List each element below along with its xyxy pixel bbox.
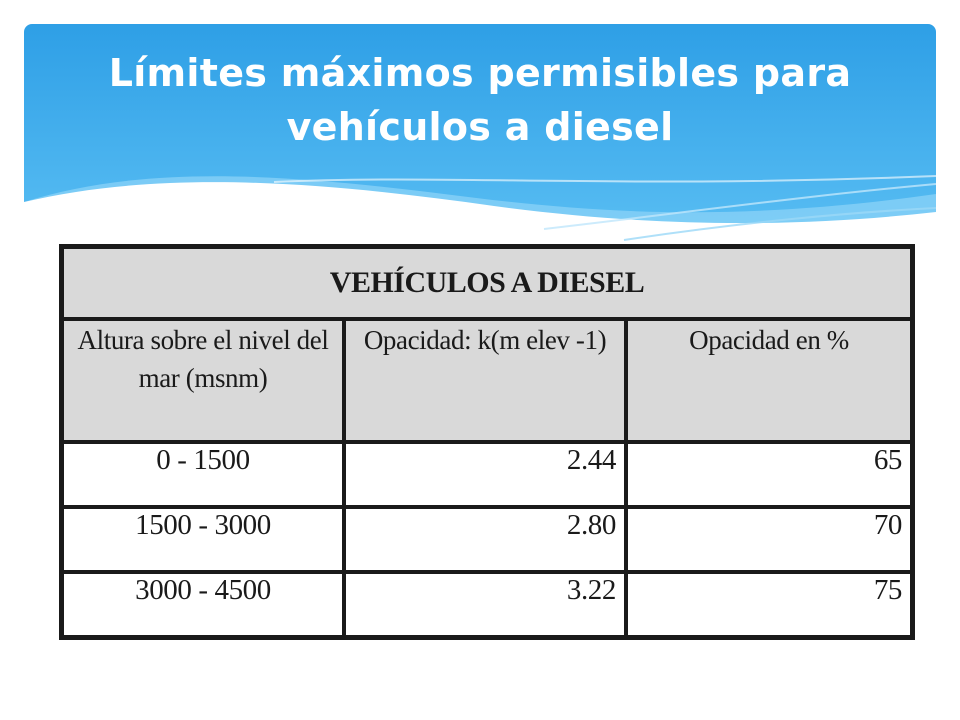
table-row (62, 572, 912, 637)
slide-title (24, 46, 936, 154)
table-title-row (62, 247, 912, 319)
cell-altura: 1500 - 3000 (62, 507, 344, 572)
table-title: VEHÍCULOS A DIESEL (62, 247, 912, 319)
diesel-table-container (59, 244, 909, 640)
cell-altura: 0 - 1500 (62, 442, 344, 507)
table-header-row (62, 319, 912, 443)
diesel-limits-table (59, 244, 915, 640)
title-banner (24, 24, 936, 254)
cell-opacidad-k: 2.44 (344, 442, 626, 507)
slide-title-line-2: vehículos a diesel (286, 105, 674, 149)
table-row (62, 442, 912, 507)
column-header-opacidad-pct: Opacidad en % (626, 319, 912, 443)
cell-opacidad-pct: 65 (626, 442, 912, 507)
cell-opacidad-k: 2.80 (344, 507, 626, 572)
cell-opacidad-k: 3.22 (344, 572, 626, 637)
column-header-altura: Altura sobre el nivel del mar (msnm) (62, 319, 344, 443)
table-row (62, 507, 912, 572)
cell-opacidad-pct: 75 (626, 572, 912, 637)
slide-title-line-1: Límites máximos permisibles para (108, 51, 852, 95)
cell-opacidad-pct: 70 (626, 507, 912, 572)
cell-altura: 3000 - 4500 (62, 572, 344, 637)
column-header-opacidad-k: Opacidad: k(m elev -1) (344, 319, 626, 443)
